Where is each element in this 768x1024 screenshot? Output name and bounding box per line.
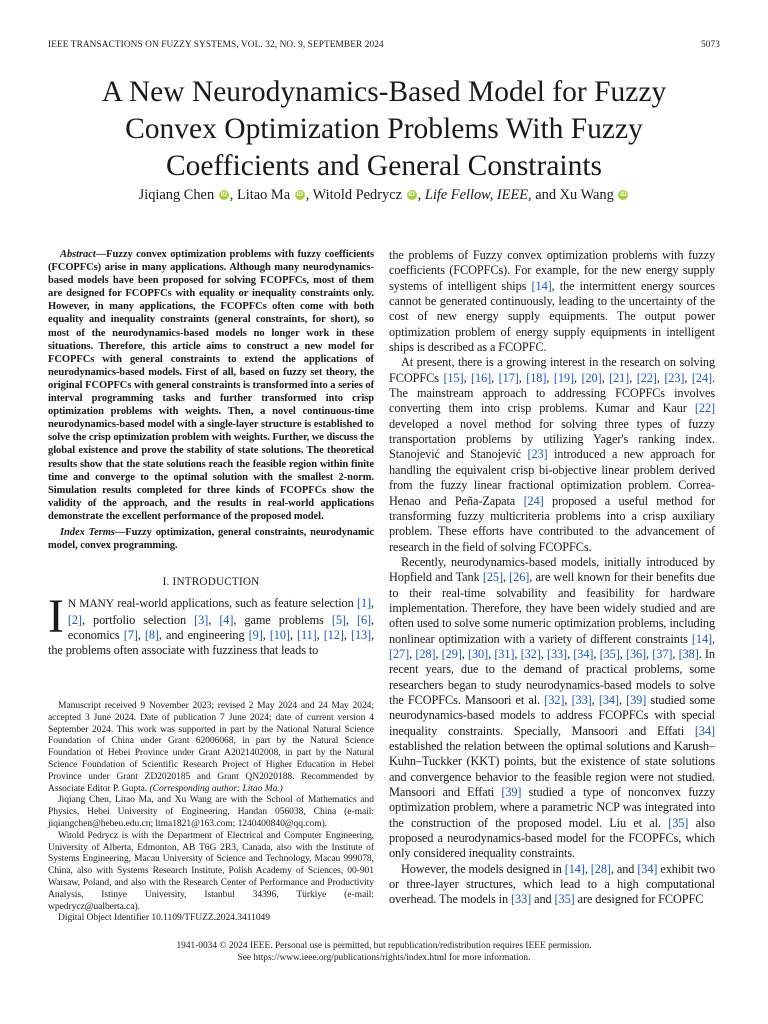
citation-link[interactable]: [16] xyxy=(471,370,492,385)
text-run: , xyxy=(502,570,510,585)
citation-link[interactable]: [14] xyxy=(531,278,552,293)
text-run: , xyxy=(712,631,715,646)
text-run: , xyxy=(567,646,574,661)
citation-link[interactable]: [32] xyxy=(520,646,541,661)
citation-link[interactable]: [32] xyxy=(544,692,565,707)
journal-info: IEEE TRANSACTIONS ON FUZZY SYSTEMS, VOL. 32, NO. 9, SEPTEMBER 2024 xyxy=(48,40,384,50)
abstract-label: Abstract xyxy=(60,249,96,260)
copyright-notice xyxy=(40,940,728,964)
citation-link[interactable]: [34] xyxy=(598,692,619,707)
text-run: , xyxy=(463,370,472,385)
text-run: , xyxy=(409,646,416,661)
title-line: A New Neurodynamics-Based Model for Fuzzy xyxy=(101,76,667,108)
text-run: , xyxy=(619,646,626,661)
text-run: , and engineering xyxy=(158,627,249,642)
title-line: Coefficients and General Constraints xyxy=(165,150,603,182)
citation-link[interactable]: [3] xyxy=(194,612,209,627)
citation-link[interactable]: [35] xyxy=(668,815,689,830)
text-run: studied a type of nonconvex fuzzy optimization problem, where a parametric NCP was integrated into the construction of the proposed model. Liu et al. xyxy=(389,785,715,830)
citation-link[interactable]: [5] xyxy=(331,612,346,627)
orcid-icon[interactable]: iD xyxy=(620,191,627,198)
citation-link[interactable]: [24] xyxy=(523,493,544,508)
citation-link[interactable]: [12] xyxy=(323,627,344,642)
text-run: , xyxy=(629,370,637,385)
text-run: , xyxy=(371,596,374,611)
text-run: , xyxy=(540,646,547,661)
body-paragraph xyxy=(389,355,715,554)
index-terms xyxy=(48,526,374,552)
citation-link[interactable]: [38] xyxy=(678,646,699,661)
text-run: , xyxy=(208,612,220,627)
text-run: However, the models designed in xyxy=(401,861,565,876)
index-terms-text: —Fuzzy optimization, general constraints, neurodynamic model, convex programming. xyxy=(48,526,374,552)
copyright-line: 1941-0034 © 2024 IEEE. Personal use is permitted, but republication/redistribution requires IEEE permission. xyxy=(176,941,592,951)
section-number: I. xyxy=(162,576,170,589)
citation-link[interactable]: [27] xyxy=(389,646,410,661)
text-run: . The mainstream approach to addressing FCOPFCs involves converting them into crisp problems. Kumar and Kaur xyxy=(389,370,715,416)
citation-link[interactable]: [14] xyxy=(564,861,585,876)
author-name: Witold Pedrycz xyxy=(312,187,402,203)
orcid-icon[interactable]: iD xyxy=(408,191,415,198)
citation-link[interactable]: [23] xyxy=(527,447,548,462)
citation-link[interactable]: [2] xyxy=(67,612,82,627)
citation-link[interactable]: [7] xyxy=(123,627,138,642)
text-run: and xyxy=(531,892,555,907)
citation-link[interactable]: [33] xyxy=(546,646,568,661)
citation-link[interactable]: [8] xyxy=(144,627,159,642)
text-run: , economics xyxy=(67,612,375,642)
running-header xyxy=(48,40,720,50)
text-run: , xyxy=(564,692,572,707)
text-run: , xyxy=(491,370,499,385)
body-paragraph xyxy=(389,862,715,908)
citation-link[interactable]: [33] xyxy=(511,892,532,907)
body-paragraph xyxy=(389,555,715,862)
text-run: , portfolio selection xyxy=(81,612,195,627)
text-run: , xyxy=(518,370,527,385)
citation-link[interactable]: [23] xyxy=(664,370,685,385)
citation-link[interactable]: [11] xyxy=(297,627,317,642)
text-run: , xyxy=(618,692,627,707)
page-number: 5073 xyxy=(701,40,720,50)
text-run: , xyxy=(573,370,582,385)
text-run: studied some neurodynamics-based models to address FCOPFCs with special inequality constraints. Specially, Mansoori and Effati xyxy=(389,692,716,738)
drop-cap: I xyxy=(48,590,64,644)
text-run: Manuscript received 9 November 2023; revised 2 May 2024 and 24 May 2024; accepted 3 June 2024. Date of publication 7 June 2024; date of current version 4 September 2024. This work was supported in part by the National Natural Science Foundation of China under Grant 62006068, in part by the Natural Science Foundation of Hebei Province under Grant A2021402008, in part by the Natural Science Foundation of Scientific Research Project of Higher Education in Hebei Province under Grant ZD2020185 and Grant QN2020188. Recommended by Associate Editor P. Gupta. xyxy=(48,700,374,794)
text-run: , are well known for their benefits due to their real-time solvability and feasibility for hardware implementation. Therefore, they have been widely studied and are often used to solve some numeric optimization problems, including nonlinear optimization with a variety of different constraints xyxy=(389,570,715,646)
citation-link[interactable]: [34] xyxy=(637,861,658,876)
citation-link[interactable]: [21] xyxy=(609,370,630,385)
author-title: Life Fellow, IEEE, xyxy=(424,187,532,203)
text-run: , the problems often associate with fuzziness that leads to xyxy=(48,627,375,658)
text-run: , xyxy=(461,646,468,661)
citation-link[interactable]: [19] xyxy=(553,370,574,385)
footnote-affiliation: Witold Pedrycz is with the Department of Electrical and Computer Engineering, University of Alberta, Edmonton, AB T6G 2R3, Canada, also with the Institute of Systems Engineering, Macau University of Science and Technology, Macau 999078, China, also with Systems Research Institute, Polish Academy of Sciences, 00-901 Warsaw, Poland, and also with the Research Center of Performance and Productivity Analysis, Istinye University, Istanbul 34396, Türkiye (e-mail: wpedrycz@ualberta.ca). xyxy=(48,829,374,912)
text-run: the problems of Fuzzy convex optimization problems with fuzzy coefficients (FCOPFCs). For example, for the new energy supply systems of intelligent ships xyxy=(389,248,715,293)
text-run: , xyxy=(488,646,495,661)
citation-link[interactable]: [4] xyxy=(219,612,234,627)
citation-link[interactable]: [28] xyxy=(590,861,611,876)
text-run: developed a novel method for solving three types of fuzzy transportation problems by utilizing Yager's ranking index. Stanojević and Stanojević xyxy=(389,416,715,462)
text-run: , xyxy=(601,370,610,385)
text-run: , xyxy=(546,370,554,385)
citation-link[interactable]: [35] xyxy=(599,646,620,661)
text-run: introduced a new approach for handling the equivalent crisp bi-objective linear problem derived from the fuzzy linear fractional optimization problem. Correa-Henao and Peña-Zapata xyxy=(389,447,715,508)
citation-link[interactable]: [20] xyxy=(581,370,602,385)
citation-link[interactable]: [28] xyxy=(415,646,436,661)
left-column xyxy=(48,248,374,659)
citation-link[interactable]: [26] xyxy=(509,570,530,585)
intro-first-words: N MANY xyxy=(67,598,114,611)
abstract xyxy=(48,248,374,523)
citation-link[interactable]: [22] xyxy=(636,370,657,385)
citation-link[interactable]: [35] xyxy=(554,892,575,907)
citation-link[interactable]: [1] xyxy=(356,596,371,611)
citation-link[interactable]: [25] xyxy=(482,570,503,585)
citation-link[interactable]: [9] xyxy=(248,627,263,642)
author-name: Jiqiang Chen xyxy=(138,187,215,203)
text-run: proposed a useful method for transforming fuzzy multicriteria problems into a crisp auxiliary problem. These efforts have contributed to the advancement of research in the field of solving FCOPFCs. xyxy=(389,493,715,554)
citation-link[interactable]: [17] xyxy=(498,370,519,385)
text-run: , game problems xyxy=(233,612,332,627)
text-run: Recently, neurodynamics-based models, initially introduced by Hopfield and Tank xyxy=(389,554,715,585)
footnote-doi: Digital Object Identifier 10.1109/TFUZZ.2024.3411049 xyxy=(58,912,270,924)
footnote-manuscript xyxy=(48,700,374,794)
text-run: , and xyxy=(610,861,638,876)
title-line: Convex Optimization Problems With Fuzzy xyxy=(125,113,643,145)
text-run: , xyxy=(591,692,599,707)
citation-link[interactable]: [15] xyxy=(443,370,464,385)
copyright-line: See https://www.ieee.org/publications/rights/index.html for more information. xyxy=(237,953,531,963)
citation-link[interactable]: [37] xyxy=(652,646,673,661)
text-run: , xyxy=(343,627,351,642)
text-run: , xyxy=(435,646,442,661)
text-run: , xyxy=(262,627,270,642)
citation-link[interactable]: [30] xyxy=(467,646,489,661)
citation-link[interactable]: [13] xyxy=(350,627,372,642)
citation-link[interactable]: [18] xyxy=(526,370,547,385)
text-run: also proposed a neurodynamics-based model for the FCOPFCs, which only considered inequality constraints. xyxy=(389,815,716,861)
corresponding-author: (Corresponding author: Litao Ma.) xyxy=(147,782,283,794)
text-run: , xyxy=(672,646,679,661)
index-terms-label: Index Terms xyxy=(60,526,115,538)
text-run: , xyxy=(684,370,692,385)
citation-link[interactable]: [6] xyxy=(356,612,372,627)
text-run: , xyxy=(514,646,521,661)
right-column xyxy=(389,248,715,908)
author-list: Jiqiang Chen iD , Litao Ma iD , Witold Pedrycz iD , Life Fellow, IEEE, and Xu Wang iD xyxy=(138,187,627,203)
citation-link[interactable]: [14] xyxy=(691,631,713,646)
text-run: . In recent years, due to the demand of practical problems, some researchers began to study neurodynamics-based models to solve the FCOPFCs. Mansoori et al. xyxy=(389,646,715,707)
text-run: exhibit two or three-layer structures, which lead to a high computational overhead. The models in xyxy=(389,861,715,907)
citation-link[interactable]: [34] xyxy=(694,723,715,738)
section-heading xyxy=(48,576,374,588)
text-run: , xyxy=(656,370,665,385)
citation-link[interactable]: [29] xyxy=(441,646,462,661)
footnote-affiliation: Jiqiang Chen, Litao Ma, and Xu Wang are with the School of Mathematics and Physics, Hebei University of Engineering, Handan 056038, China (e-mail: jiqiangchen@hebeu.edu.cn; ltma1821@163.com; 1240400840@qq.com). xyxy=(48,794,374,829)
paper-title xyxy=(40,74,728,185)
text-run: , xyxy=(646,646,653,661)
citation-link[interactable]: [33] xyxy=(571,692,592,707)
citation-link[interactable]: [39] xyxy=(501,785,522,800)
citation-link[interactable]: [34] xyxy=(573,646,594,661)
citation-link[interactable]: [24] xyxy=(691,370,713,385)
author-joiner: and xyxy=(535,187,557,203)
citation-link[interactable]: [36] xyxy=(625,646,647,661)
text-run: established the relation between the optimal solutions and Karush–Kuhn–Tuckker (KKT) points, but the existence of state solutions and convergence behavior to the feasible region were not studied. Mansoori and Effati xyxy=(389,739,715,800)
text-run: are designed for FCOPFC xyxy=(574,892,704,907)
section-title-rest: NTRODUCTION xyxy=(176,576,260,589)
citation-link[interactable]: [10] xyxy=(269,627,290,642)
text-run: , xyxy=(593,646,600,661)
orcid-icon[interactable]: iD xyxy=(220,191,227,198)
body-paragraph xyxy=(389,248,715,355)
intro-paragraph xyxy=(48,590,375,658)
citation-link[interactable]: [22] xyxy=(694,401,715,416)
citation-link[interactable]: [31] xyxy=(494,646,515,661)
text-run: , the intermittent energy sources cannot be generated continuously, leading to the uncertainty of the cost of new energy supply equipments. The output power optimization problem of energy supply equipments in intelligent ships is described as a FCOPFC. xyxy=(389,278,715,355)
author-name: Litao Ma xyxy=(236,187,291,203)
author-name: Xu Wang xyxy=(559,187,614,203)
footnote xyxy=(48,700,374,924)
abstract-text: —Fuzzy convex optimization problems with fuzzy coefficients (FCOPFCs) arise in many applications. Although many neurodynamics-based models have been proposed for solving FCOPFCs, most of them are designed for FCOPFCs with equality or inequality constraints only. However, in many applications, the FCOPFCs often come with both equality and inequality constraints (general constraints, for short), so most of the neurodynamics-based models no longer work in these situations. Therefore, this article aims to construct a new model for FCOPFCs with general constraints to extend the applications of neurodynamics-based models. First of all, based on fuzzy set theory, the original FCOPFCs with general constraints is transformed into a series of interval programming tasks and further transformed into crisp optimization problems with weights. Then, a novel continuous-time neurodynamics-based model with a single-layer structure is established to solve the crisp optimization problem with weights. Further, we discuss the global existence and prove the stability of state solutions. The theoretical results show that the state solutions reach the feasible region within finite time and converge to the optimal solution with the smallest 2-norm. Simulation results completed for three kinds of FCOPFCs show the validity of the approach, and the results in real-world applications demonstrate the excellent performance of the proposed model. xyxy=(48,249,374,522)
text-run: , xyxy=(316,627,324,642)
citation-link[interactable]: [39] xyxy=(626,692,647,707)
section-title-initial: I xyxy=(172,576,177,589)
text-run: real-world applications, such as feature selection xyxy=(113,596,357,611)
text-run: , xyxy=(584,861,591,876)
text-run: , xyxy=(137,627,145,642)
text-run: , xyxy=(345,612,357,627)
orcid-icon[interactable]: iD xyxy=(296,191,303,198)
text-run: , xyxy=(289,627,298,642)
text-run: At present, there is a growing interest in the research on solving FCOPFCs xyxy=(389,355,715,385)
